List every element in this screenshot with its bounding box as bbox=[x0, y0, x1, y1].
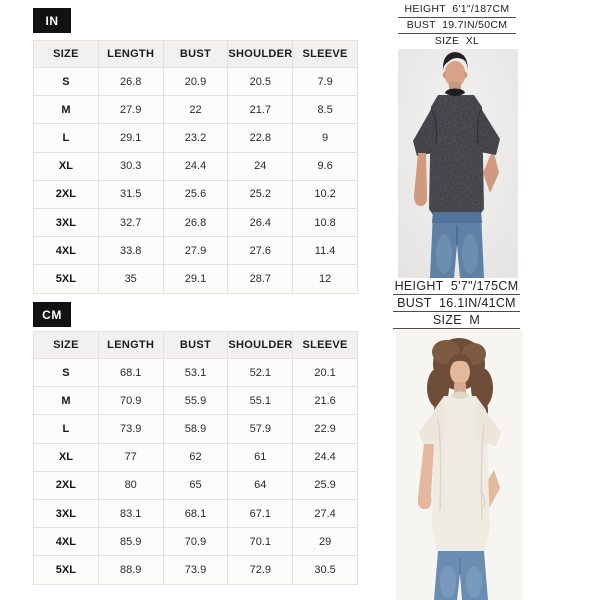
measurement-cell: 20.9 bbox=[163, 68, 228, 96]
measurement-cell: 35 bbox=[98, 265, 163, 293]
measurement-cell: 7.9 bbox=[293, 68, 358, 96]
table-header-row bbox=[34, 41, 358, 68]
size-cell: 5XL bbox=[34, 265, 99, 293]
size-cell: L bbox=[34, 124, 99, 152]
size-cell: 5XL bbox=[34, 556, 99, 584]
measurement-cell: 25.9 bbox=[293, 471, 358, 499]
measurement-cell: 26.8 bbox=[98, 68, 163, 96]
table-header-row bbox=[34, 332, 358, 359]
measurement-cell: 70.1 bbox=[228, 528, 293, 556]
measurement-cell: 29.1 bbox=[98, 124, 163, 152]
measurement-cell: 26.8 bbox=[163, 208, 228, 236]
measurement-cell: 25.2 bbox=[228, 180, 293, 208]
table-row-l bbox=[34, 415, 358, 443]
size-cell: S bbox=[34, 68, 99, 96]
measurement-cell: 25.6 bbox=[163, 180, 228, 208]
measurement-cell: 27.9 bbox=[163, 237, 228, 265]
measurement-cell: 31.5 bbox=[98, 180, 163, 208]
measurement-cell: 28.7 bbox=[228, 265, 293, 293]
table-row-xl bbox=[34, 443, 358, 471]
table-row-4xl bbox=[34, 528, 358, 556]
measurement-cell: 10.8 bbox=[293, 208, 358, 236]
table-row-5xl bbox=[34, 556, 358, 584]
female-model-specs bbox=[393, 279, 520, 330]
measurement-cell: 24.4 bbox=[163, 152, 228, 180]
table-row-xl bbox=[34, 152, 358, 180]
measurement-cell: 20.1 bbox=[293, 359, 358, 387]
male-model-photo bbox=[398, 49, 518, 278]
size-cell: XL bbox=[34, 443, 99, 471]
column-header-bust: BUST bbox=[163, 41, 228, 68]
measurement-cell: 77 bbox=[98, 443, 163, 471]
measurement-cell: 58.9 bbox=[163, 415, 228, 443]
table-row-4xl bbox=[34, 237, 358, 265]
measurement-cell: 22 bbox=[163, 96, 228, 124]
measurement-cell: 11.4 bbox=[293, 237, 358, 265]
table-row-3xl bbox=[34, 208, 358, 236]
column-header-bust: BUST bbox=[163, 332, 228, 359]
measurement-cell: 20.5 bbox=[228, 68, 293, 96]
measurement-cell: 73.9 bbox=[163, 556, 228, 584]
measurement-cell: 73.9 bbox=[98, 415, 163, 443]
measurement-cell: 27.9 bbox=[98, 96, 163, 124]
measurement-cell: 30.5 bbox=[293, 556, 358, 584]
measurement-cell: 30.3 bbox=[98, 152, 163, 180]
table-row-m bbox=[34, 387, 358, 415]
measurement-cell: 26.4 bbox=[228, 208, 293, 236]
size-cell: 2XL bbox=[34, 180, 99, 208]
measurement-cell: 9.6 bbox=[293, 152, 358, 180]
size-cell: M bbox=[34, 387, 99, 415]
measurement-cell: 55.1 bbox=[228, 387, 293, 415]
measurement-cell: 55.9 bbox=[163, 387, 228, 415]
unit-badge-cm: CM bbox=[33, 302, 71, 327]
size-cell: 3XL bbox=[34, 208, 99, 236]
measurement-cell: 65 bbox=[163, 471, 228, 499]
male-size-label: SIZE XL bbox=[398, 35, 516, 50]
measurement-cell: 22.8 bbox=[228, 124, 293, 152]
column-header-sleeve: SLEEVE bbox=[293, 332, 358, 359]
column-header-sleeve: SLEEVE bbox=[293, 41, 358, 68]
unit-badge-in: IN bbox=[33, 8, 71, 33]
measurement-cell: 70.9 bbox=[163, 528, 228, 556]
size-table-centimeters bbox=[33, 331, 358, 585]
column-header-shoulder: SHOULDER bbox=[228, 41, 293, 68]
measurement-cell: 53.1 bbox=[163, 359, 228, 387]
measurement-cell: 23.2 bbox=[163, 124, 228, 152]
male-height-label: HEIGHT 6'1"/187CM bbox=[398, 3, 516, 18]
male-bust-label: BUST 19.7IN/50CM bbox=[398, 19, 516, 34]
female-size-label: SIZE M bbox=[393, 313, 520, 329]
table-row-m bbox=[34, 96, 358, 124]
female-bust-label: BUST 16.1IN/41CM bbox=[393, 296, 520, 312]
table-row-5xl bbox=[34, 265, 358, 293]
size-table-inches bbox=[33, 40, 358, 294]
size-cell: L bbox=[34, 415, 99, 443]
measurement-cell: 62 bbox=[163, 443, 228, 471]
measurement-cell: 85.9 bbox=[98, 528, 163, 556]
measurement-cell: 72.9 bbox=[228, 556, 293, 584]
measurement-cell: 61 bbox=[228, 443, 293, 471]
measurement-cell: 10.2 bbox=[293, 180, 358, 208]
column-header-length: LENGTH bbox=[98, 332, 163, 359]
measurement-cell: 83.1 bbox=[98, 499, 163, 527]
measurement-cell: 24.4 bbox=[293, 443, 358, 471]
size-cell: M bbox=[34, 96, 99, 124]
table-row-l bbox=[34, 124, 358, 152]
measurement-cell: 9 bbox=[293, 124, 358, 152]
size-cell: 4XL bbox=[34, 528, 99, 556]
measurement-cell: 24 bbox=[228, 152, 293, 180]
measurement-cell: 8.5 bbox=[293, 96, 358, 124]
measurement-cell: 33.8 bbox=[98, 237, 163, 265]
measurement-cell: 68.1 bbox=[163, 499, 228, 527]
measurement-cell: 80 bbox=[98, 471, 163, 499]
female-height-label: HEIGHT 5'7"/175CM bbox=[394, 279, 519, 293]
table-row-3xl bbox=[34, 499, 358, 527]
measurement-cell: 27.4 bbox=[293, 499, 358, 527]
column-header-length: LENGTH bbox=[98, 41, 163, 68]
measurement-cell: 32.7 bbox=[98, 208, 163, 236]
measurement-cell: 64 bbox=[228, 471, 293, 499]
column-header-size: SIZE bbox=[34, 41, 99, 68]
size-cell: XL bbox=[34, 152, 99, 180]
table-row-2xl bbox=[34, 180, 358, 208]
measurement-cell: 67.1 bbox=[228, 499, 293, 527]
measurement-cell: 70.9 bbox=[98, 387, 163, 415]
measurement-cell: 27.6 bbox=[228, 237, 293, 265]
size-cell: S bbox=[34, 359, 99, 387]
size-cell: 2XL bbox=[34, 471, 99, 499]
size-cell: 3XL bbox=[34, 499, 99, 527]
measurement-cell: 21.7 bbox=[228, 96, 293, 124]
measurement-cell: 52.1 bbox=[228, 359, 293, 387]
column-header-size: SIZE bbox=[34, 332, 99, 359]
female-model-photo bbox=[396, 330, 523, 600]
measurement-cell: 57.9 bbox=[228, 415, 293, 443]
measurement-cell: 68.1 bbox=[98, 359, 163, 387]
measurement-cell: 22.9 bbox=[293, 415, 358, 443]
table-row-s bbox=[34, 359, 358, 387]
measurement-cell: 21.6 bbox=[293, 387, 358, 415]
size-cell: 4XL bbox=[34, 237, 99, 265]
table-row-s bbox=[34, 68, 358, 96]
male-model-specs bbox=[398, 3, 516, 51]
measurement-cell: 88.9 bbox=[98, 556, 163, 584]
measurement-cell: 12 bbox=[293, 265, 358, 293]
measurement-cell: 29.1 bbox=[163, 265, 228, 293]
table-row-2xl bbox=[34, 471, 358, 499]
column-header-shoulder: SHOULDER bbox=[228, 332, 293, 359]
measurement-cell: 29 bbox=[293, 528, 358, 556]
